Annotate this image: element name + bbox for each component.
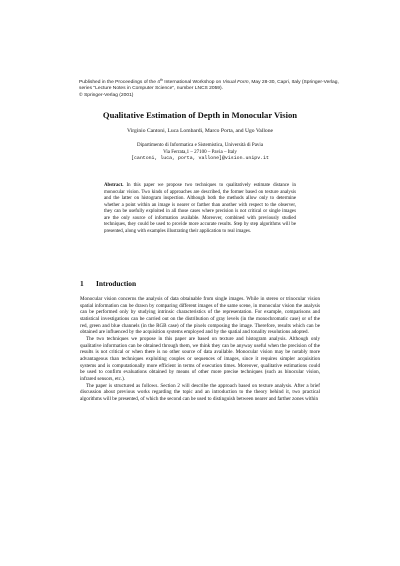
author-list: Virginio Cantoni, Luca Lombardi, Marco Porta, and Ugo Vallone [127,128,273,134]
section-title: Introduction [96,279,137,288]
pub-mid: International Workshop on [162,80,223,85]
section-heading [80,279,136,288]
department: Dipartimento di Informatica e Sistemistica, Università di Pavia [136,143,264,148]
pub-venue: Visual Form [222,80,249,85]
pub-prefix: Published in the Proceedings of the 4 [79,80,161,85]
abstract [104,183,296,235]
abstract-text: In this paper we propose two techniques to qualitatively estimate distance in monocular vision. Two kinds of approaches are described, the former based on texture analysis and the latter on histogram inspection. Although both the methods allow only to determine whether a point within an image is nearer or farther than another with respect to the observer, they can be usefully exploited in all those cases where precision is not critical or single images are the only source of information available. Moreover, combined with previously studied techniques, they could be used to provide more accurate results. Step by step algorithms will be presented, along with examples illustrating their application to real images. [104,183,296,234]
paragraph: Monocular vision concerns the analysis of data obtainable from single images. While in stereo or trinocular vision spatial information can be drawn by comparing different images of the same scene, in monocular vision the analysis can be performed only by studying intrinsic characteristics of the representation. For example, comparisons and statistical investigations can be carried out on the distribution of gray levels (in the monochromatic case) or of the red, green and blue channels (in the RGB case) of the pixels composing the image. Therefore, results which can be obtained are influenced by the acquisition systems employed and by the spatial and tonality resolutions adopted. [80,296,320,336]
pub-superscript: th [160,77,163,82]
email: [cantoni, luca, porta, vallone]@vision.unipv.it [131,156,269,162]
body-text [80,296,320,403]
section-number: 1 [80,279,84,288]
abstract-label: Abstract. [104,183,124,188]
affiliation [40,143,360,163]
address: Via Ferrata,1 – 27100 – Pavia – Italy [163,149,237,155]
paragraph: The two techniques we propose in this paper are based on texture and histogram analysis. Although only qualitative information can be obtained through them, we think they can be anyway useful when the precision of the results is not critical or when there is no other source of data available. Monocular vision may be notably more advantageous than techniques exploiting couples or sequences of images, since it requires simpler acquisition systems and is computationally more efficient in terms of execution times. Moreover, qualitative estimations could be used to confirm evaluations obtained by means of other more precise techniques (such as binocular vision, infrared sensors, etc.). [80,335,320,382]
paper-title: Qualitative Estimation of Depth in Monocular Vision [102,110,298,120]
publication-note [79,77,349,99]
copyright-line: © Springer-Verlag (2001) [79,92,134,98]
pub-rest: , May 28-30, Capri, Italy (Springer-Verlag, series "Lecture Notes in Computer Science", number LNCS 2059). [79,80,339,92]
paragraph: The paper is structured as follows. Section 2 will describe the approach based on texture analysis. After a brief discussion about previous works regarding the topic and an introduction to the theory behind it, two practical algorithms will be presented, of which the second can be used to distinguish between nearer and farther zones within [80,382,320,402]
